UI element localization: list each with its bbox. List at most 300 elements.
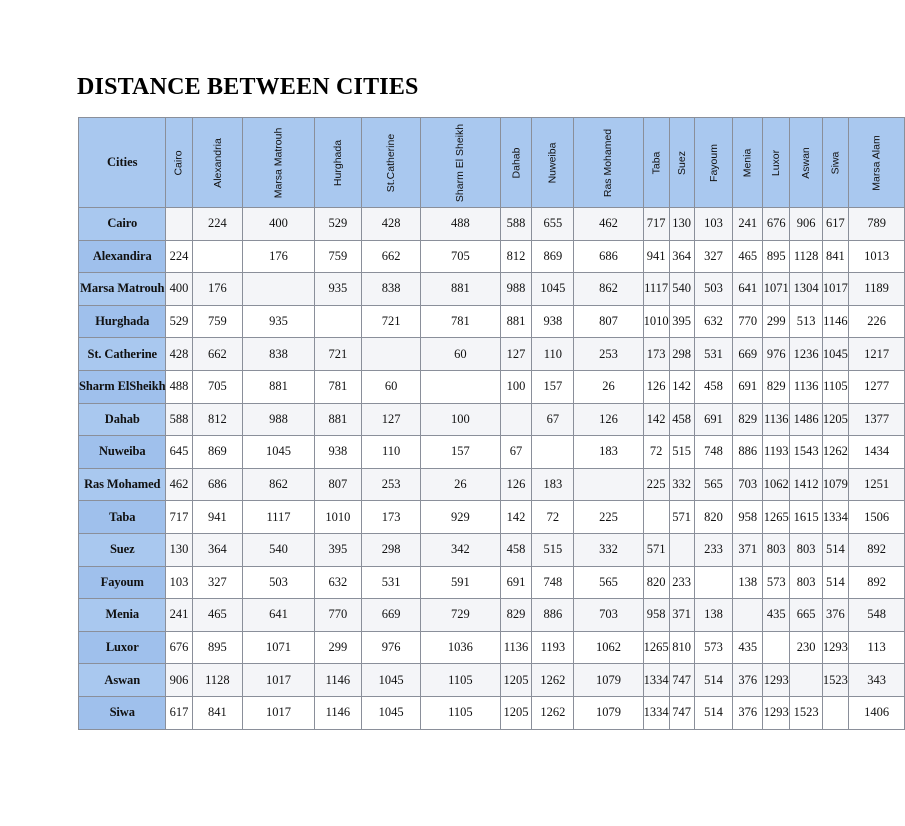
distance-cell: 103 <box>694 208 733 241</box>
distance-cell: 1079 <box>574 696 643 729</box>
row-city-name: Marsa Matrouh <box>79 273 166 306</box>
distance-cell: 895 <box>192 631 243 664</box>
distance-cell: 540 <box>243 533 315 566</box>
column-header <box>848 118 904 208</box>
distance-cell: 1105 <box>421 664 500 697</box>
distance-cell: 617 <box>166 696 192 729</box>
distance-cell: 906 <box>166 664 192 697</box>
column-header-label: Nuweiba <box>546 142 559 184</box>
distance-cell: 157 <box>421 436 500 469</box>
distance-cell: 1434 <box>848 436 904 469</box>
row-city-name: Nuweiba <box>79 436 166 469</box>
distance-cell: 540 <box>669 273 694 306</box>
table-row <box>79 403 905 436</box>
distance-cell: 531 <box>361 566 420 599</box>
distance-cell: 676 <box>166 631 192 664</box>
distance-cell: 327 <box>694 240 733 273</box>
distance-cell: 376 <box>822 599 848 632</box>
distance-cell: 110 <box>532 338 574 371</box>
distance-cell: 298 <box>669 338 694 371</box>
distance-cell: 565 <box>574 566 643 599</box>
distance-cell: 803 <box>790 566 823 599</box>
distance-cell: 781 <box>421 305 500 338</box>
distance-cell: 1071 <box>763 273 790 306</box>
column-header <box>669 118 694 208</box>
distance-cell: 838 <box>243 338 315 371</box>
column-header-label: Hurghada <box>331 139 344 187</box>
distance-cell: 376 <box>733 664 763 697</box>
distance-cell: 183 <box>532 468 574 501</box>
table-row <box>79 664 905 697</box>
column-header-label: Marsa Alam <box>870 135 883 191</box>
distance-cell: 126 <box>500 468 532 501</box>
distance-cell: 127 <box>361 403 420 436</box>
distance-cell: 781 <box>314 370 361 403</box>
row-city-name: Dahab <box>79 403 166 436</box>
distance-cell: 400 <box>166 273 192 306</box>
distance-cell: 1136 <box>500 631 532 664</box>
distance-cell: 130 <box>166 533 192 566</box>
distance-cell: 929 <box>421 501 500 534</box>
distance-cell: 226 <box>848 305 904 338</box>
empty-cell <box>361 338 420 371</box>
column-header <box>421 118 500 208</box>
distance-cell: 632 <box>314 566 361 599</box>
distance-cell: 573 <box>694 631 733 664</box>
distance-cell: 1062 <box>763 468 790 501</box>
distance-cell: 662 <box>192 338 243 371</box>
row-city-name: Suez <box>79 533 166 566</box>
distance-cell: 1265 <box>643 631 669 664</box>
distance-cell: 669 <box>361 599 420 632</box>
distance-cell: 1205 <box>822 403 848 436</box>
distance-cell: 571 <box>643 533 669 566</box>
document-title: DISTANCE BETWEEN CITIES <box>77 74 419 100</box>
table-row <box>79 468 905 501</box>
distance-cell: 820 <box>694 501 733 534</box>
distance-cell: 428 <box>166 338 192 371</box>
table-row <box>79 305 905 338</box>
distance-cell: 503 <box>243 566 315 599</box>
distance-cell: 1412 <box>790 468 823 501</box>
distance-cell: 241 <box>166 599 192 632</box>
column-header <box>790 118 823 208</box>
distance-cell: 376 <box>733 696 763 729</box>
row-city-name: Luxor <box>79 631 166 664</box>
distance-cell: 113 <box>848 631 904 664</box>
empty-cell <box>574 468 643 501</box>
row-city-name: Cairo <box>79 208 166 241</box>
empty-cell <box>166 208 192 241</box>
distance-cell: 1277 <box>848 370 904 403</box>
distance-cell: 686 <box>192 468 243 501</box>
distance-cell: 1406 <box>848 696 904 729</box>
distance-cell: 343 <box>848 664 904 697</box>
distance-cell: 747 <box>669 664 694 697</box>
distance-cell: 126 <box>643 370 669 403</box>
distance-cell: 233 <box>669 566 694 599</box>
distance-cell: 803 <box>763 533 790 566</box>
column-header <box>643 118 669 208</box>
distance-cell: 173 <box>643 338 669 371</box>
distance-cell: 1293 <box>763 664 790 697</box>
distance-cell: 67 <box>532 403 574 436</box>
column-header-label: Siwa <box>829 151 842 175</box>
distance-cell: 224 <box>166 240 192 273</box>
distance-cell: 807 <box>574 305 643 338</box>
distance-cell: 1017 <box>822 273 848 306</box>
distance-cell: 812 <box>500 240 532 273</box>
column-header <box>243 118 315 208</box>
distance-cell: 906 <box>790 208 823 241</box>
distance-cell: 1523 <box>822 664 848 697</box>
distance-cell: 72 <box>532 501 574 534</box>
distance-cell: 531 <box>694 338 733 371</box>
distance-cell: 632 <box>694 305 733 338</box>
distance-cell: 1128 <box>790 240 823 273</box>
column-header <box>574 118 643 208</box>
distance-cell: 935 <box>243 305 315 338</box>
distance-cell: 988 <box>243 403 315 436</box>
distance-cell: 233 <box>694 533 733 566</box>
distance-cell: 514 <box>822 533 848 566</box>
distance-cell: 1193 <box>763 436 790 469</box>
empty-cell <box>822 696 848 729</box>
empty-cell <box>192 240 243 273</box>
distance-cell: 1262 <box>822 436 848 469</box>
distance-cell: 1117 <box>243 501 315 534</box>
distance-cell: 1062 <box>574 631 643 664</box>
distance-cell: 881 <box>243 370 315 403</box>
distance-cell: 807 <box>314 468 361 501</box>
distance-cell: 1071 <box>243 631 315 664</box>
column-header <box>763 118 790 208</box>
distance-cell: 841 <box>192 696 243 729</box>
distance-cell: 862 <box>574 273 643 306</box>
distance-cell: 641 <box>243 599 315 632</box>
distance-cell: 958 <box>733 501 763 534</box>
distance-cell: 1251 <box>848 468 904 501</box>
distance-cell: 810 <box>669 631 694 664</box>
distance-cell: 1334 <box>643 664 669 697</box>
distance-cell: 1262 <box>532 664 574 697</box>
distance-cell: 503 <box>694 273 733 306</box>
distance-cell: 26 <box>421 468 500 501</box>
column-header <box>822 118 848 208</box>
column-header <box>166 118 192 208</box>
distance-cell: 988 <box>500 273 532 306</box>
distance-cell: 225 <box>574 501 643 534</box>
empty-cell <box>243 273 315 306</box>
row-city-name: Fayoum <box>79 566 166 599</box>
distance-cell: 976 <box>361 631 420 664</box>
distance-cell: 1010 <box>643 305 669 338</box>
empty-cell <box>532 436 574 469</box>
distance-cell: 938 <box>532 305 574 338</box>
distance-cell: 488 <box>166 370 192 403</box>
distance-cell: 435 <box>733 631 763 664</box>
row-city-name: Sharm ElSheikh <box>79 370 166 403</box>
distance-cell: 691 <box>694 403 733 436</box>
distance-cell: 515 <box>532 533 574 566</box>
distance-cell: 645 <box>166 436 192 469</box>
distance-cell: 142 <box>669 370 694 403</box>
distance-cell: 1486 <box>790 403 823 436</box>
distance-cell: 881 <box>500 305 532 338</box>
table-row <box>79 533 905 566</box>
table-row <box>79 240 905 273</box>
distance-cell: 60 <box>361 370 420 403</box>
distance-cell: 130 <box>669 208 694 241</box>
row-city-name: Taba <box>79 501 166 534</box>
distance-cell: 759 <box>192 305 243 338</box>
column-header-label: Fayoum <box>707 144 720 182</box>
distance-cell: 1189 <box>848 273 904 306</box>
row-city-name: Siwa <box>79 696 166 729</box>
distance-cell: 770 <box>314 599 361 632</box>
distance-cell: 428 <box>361 208 420 241</box>
empty-cell <box>733 599 763 632</box>
distance-cell: 941 <box>643 240 669 273</box>
row-city-name: St. Catherine <box>79 338 166 371</box>
distance-cell: 100 <box>421 403 500 436</box>
table-row <box>79 631 905 664</box>
row-city-name: Ras Mohamed <box>79 468 166 501</box>
distance-cell: 941 <box>192 501 243 534</box>
distance-cell: 703 <box>574 599 643 632</box>
distance-cell: 958 <box>643 599 669 632</box>
column-header-label: Alexandria <box>211 138 224 188</box>
distance-cell: 515 <box>669 436 694 469</box>
distance-cell: 183 <box>574 436 643 469</box>
distance-cell: 100 <box>500 370 532 403</box>
distance-cell: 1128 <box>192 664 243 697</box>
distance-cell: 1262 <box>532 696 574 729</box>
table-row <box>79 273 905 306</box>
empty-cell <box>790 664 823 697</box>
distance-cell: 371 <box>733 533 763 566</box>
distance-cell: 895 <box>763 240 790 273</box>
distance-cell: 138 <box>733 566 763 599</box>
distance-cell: 458 <box>694 370 733 403</box>
distance-cell: 829 <box>733 403 763 436</box>
distance-cell: 789 <box>848 208 904 241</box>
distance-cell: 225 <box>643 468 669 501</box>
table-row <box>79 566 905 599</box>
distance-cell: 1045 <box>361 696 420 729</box>
distance-cell: 253 <box>361 468 420 501</box>
distance-cell: 465 <box>733 240 763 273</box>
row-city-name: Alexandira <box>79 240 166 273</box>
distance-cell: 1334 <box>822 501 848 534</box>
distance-cell: 565 <box>694 468 733 501</box>
distance-cell: 886 <box>532 599 574 632</box>
distance-cell: 548 <box>848 599 904 632</box>
column-header-label: Suez <box>675 151 688 175</box>
distance-cell: 1036 <box>421 631 500 664</box>
distance-cell: 173 <box>361 501 420 534</box>
distance-cell: 976 <box>763 338 790 371</box>
distance-cell: 253 <box>574 338 643 371</box>
distance-cell: 820 <box>643 566 669 599</box>
distance-cell: 1013 <box>848 240 904 273</box>
distance-cell: 1017 <box>243 696 315 729</box>
distance-cell: 1293 <box>763 696 790 729</box>
distance-cell: 881 <box>314 403 361 436</box>
distance-cell: 705 <box>192 370 243 403</box>
distance-cell: 1136 <box>790 370 823 403</box>
column-header-label: Sharm El Sheikh <box>454 123 467 203</box>
distance-cell: 1079 <box>574 664 643 697</box>
column-header-label: Ras Mohamed <box>602 128 615 198</box>
distance-cell: 662 <box>361 240 420 273</box>
distance-cell: 703 <box>733 468 763 501</box>
column-header <box>192 118 243 208</box>
distance-cell: 1334 <box>643 696 669 729</box>
distance-cell: 110 <box>361 436 420 469</box>
distance-cell: 157 <box>532 370 574 403</box>
row-city-name: Aswan <box>79 664 166 697</box>
distance-cell: 721 <box>361 305 420 338</box>
distance-cell: 938 <box>314 436 361 469</box>
distance-cell: 332 <box>669 468 694 501</box>
column-header-label: Marsa Matrouh <box>272 127 285 199</box>
distance-cell: 103 <box>166 566 192 599</box>
distance-cell: 327 <box>192 566 243 599</box>
empty-cell <box>643 501 669 534</box>
column-header <box>733 118 763 208</box>
distance-cell: 488 <box>421 208 500 241</box>
distance-cell: 514 <box>694 664 733 697</box>
distance-cell: 1506 <box>848 501 904 534</box>
distance-cell: 1304 <box>790 273 823 306</box>
distance-cell: 803 <box>790 533 823 566</box>
column-header-label: Taba <box>650 151 663 175</box>
distance-cell: 395 <box>314 533 361 566</box>
distance-cell: 588 <box>500 208 532 241</box>
table-row <box>79 338 905 371</box>
distance-cell: 573 <box>763 566 790 599</box>
distance-cell: 1293 <box>822 631 848 664</box>
distance-cell: 458 <box>500 533 532 566</box>
distance-cell: 721 <box>314 338 361 371</box>
distance-cell: 748 <box>532 566 574 599</box>
distance-cell: 1045 <box>822 338 848 371</box>
distance-cell: 641 <box>733 273 763 306</box>
distance-cell: 691 <box>733 370 763 403</box>
distance-cell: 342 <box>421 533 500 566</box>
column-header-label: Menia <box>741 148 754 178</box>
distance-cell: 138 <box>694 599 733 632</box>
distance-cell: 1205 <box>500 664 532 697</box>
distance-cell: 1523 <box>790 696 823 729</box>
distance-cell: 717 <box>166 501 192 534</box>
corner-label: Cities <box>79 118 166 208</box>
distance-cell: 1105 <box>822 370 848 403</box>
distance-cell: 717 <box>643 208 669 241</box>
table-row <box>79 370 905 403</box>
distance-cell: 759 <box>314 240 361 273</box>
distance-cell: 1117 <box>643 273 669 306</box>
row-city-name: Menia <box>79 599 166 632</box>
distance-cell: 1045 <box>361 664 420 697</box>
distance-cell: 665 <box>790 599 823 632</box>
distance-cell: 67 <box>500 436 532 469</box>
distance-cell: 1236 <box>790 338 823 371</box>
distance-cell: 142 <box>643 403 669 436</box>
distance-cell: 332 <box>574 533 643 566</box>
column-header-label: Luxor <box>770 149 783 177</box>
distance-cell: 705 <box>421 240 500 273</box>
empty-cell <box>763 631 790 664</box>
distance-cell: 869 <box>532 240 574 273</box>
distance-cell: 1079 <box>822 468 848 501</box>
column-header <box>314 118 361 208</box>
distance-cell: 588 <box>166 403 192 436</box>
table-row <box>79 696 905 729</box>
distance-cell: 1615 <box>790 501 823 534</box>
distance-cell: 60 <box>421 338 500 371</box>
distance-cell: 591 <box>421 566 500 599</box>
distance-cell: 1543 <box>790 436 823 469</box>
distance-cell: 869 <box>192 436 243 469</box>
distance-cell: 691 <box>500 566 532 599</box>
distance-cell: 886 <box>733 436 763 469</box>
distance-cell: 514 <box>694 696 733 729</box>
distance-cell: 395 <box>669 305 694 338</box>
distance-cell: 617 <box>822 208 848 241</box>
distance-cell: 748 <box>694 436 733 469</box>
distance-cell: 465 <box>192 599 243 632</box>
distance-cell: 838 <box>361 273 420 306</box>
distance-cell: 529 <box>314 208 361 241</box>
distance-cell: 298 <box>361 533 420 566</box>
table-row <box>79 436 905 469</box>
distance-cell: 881 <box>421 273 500 306</box>
distance-cell: 1017 <box>243 664 315 697</box>
distance-cell: 892 <box>848 533 904 566</box>
distance-cell: 1045 <box>532 273 574 306</box>
column-header <box>532 118 574 208</box>
distance-cell: 676 <box>763 208 790 241</box>
column-header-label: Dahab <box>509 147 522 179</box>
distance-cell: 1205 <box>500 696 532 729</box>
empty-cell <box>421 370 500 403</box>
distance-cell: 935 <box>314 273 361 306</box>
column-header-label: Cairo <box>173 150 186 176</box>
distance-cell: 829 <box>500 599 532 632</box>
distance-cell: 299 <box>763 305 790 338</box>
distance-cell: 1146 <box>314 664 361 697</box>
distance-cell: 299 <box>314 631 361 664</box>
column-header <box>694 118 733 208</box>
distance-cell: 241 <box>733 208 763 241</box>
distance-cell: 458 <box>669 403 694 436</box>
empty-cell <box>314 305 361 338</box>
distance-cell: 462 <box>166 468 192 501</box>
table-header-row <box>79 118 905 208</box>
distance-cell: 812 <box>192 403 243 436</box>
distance-cell: 514 <box>822 566 848 599</box>
distance-cell: 435 <box>763 599 790 632</box>
distance-cell: 364 <box>669 240 694 273</box>
empty-cell <box>500 403 532 436</box>
column-header <box>361 118 420 208</box>
distance-cell: 1265 <box>763 501 790 534</box>
distance-table <box>78 117 905 730</box>
distance-cell: 26 <box>574 370 643 403</box>
distance-cell: 571 <box>669 501 694 534</box>
